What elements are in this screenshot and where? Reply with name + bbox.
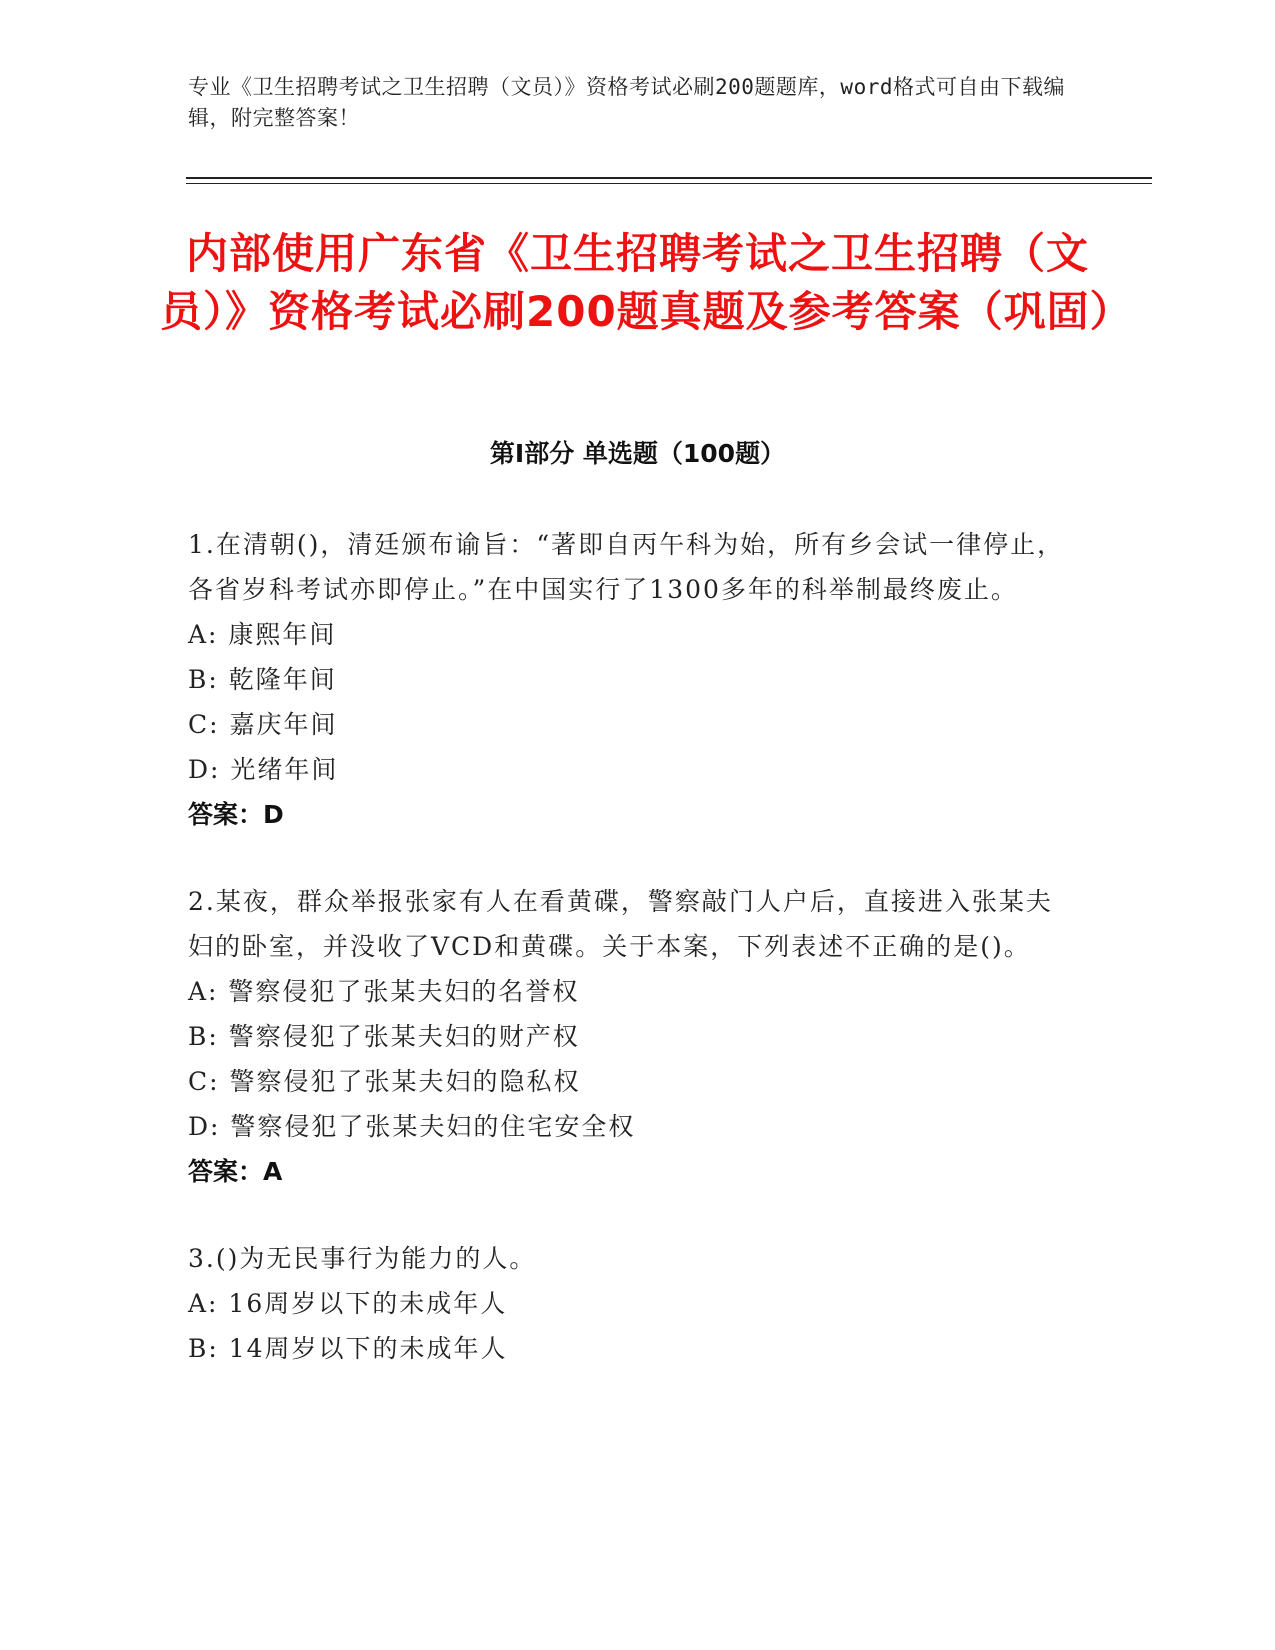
option-d: D: 光绪年间 bbox=[188, 755, 339, 784]
answer: 答案：A bbox=[188, 1157, 283, 1186]
question-3 bbox=[188, 1236, 1068, 1371]
option-c: C: 嘉庆年间 bbox=[188, 710, 338, 739]
question-stem: 3.()为无民事行为能力的人。 bbox=[188, 1244, 537, 1273]
section-title: 第Ⅰ部分 单选题（100题） bbox=[489, 439, 786, 468]
option-a: A: 16周岁以下的未成年人 bbox=[188, 1289, 508, 1318]
option-b: B: 乾隆年间 bbox=[188, 665, 337, 694]
header-divider-thick bbox=[186, 177, 1152, 179]
question-stem: 2.某夜，群众举报张家有人在看黄碟，警察敲门人户后，直接进入张某夫妇的卧室，并没收了VCD和黄碟。关于本案，下列表述不正确的是()。 bbox=[188, 887, 1053, 961]
question-list bbox=[188, 522, 1068, 1413]
option-d: D: 警察侵犯了张某夫妇的住宅安全权 bbox=[188, 1112, 636, 1141]
option-a: A: 警察侵犯了张某夫妇的名誉权 bbox=[188, 977, 580, 1006]
document-title: 内部使用广东省《卫生招聘考试之卫生招聘（文员）》资格考试必刷200题真题及参考答案（巩固） bbox=[160, 229, 1133, 336]
question-1 bbox=[188, 522, 1068, 837]
option-a: A: 康熙年间 bbox=[188, 620, 337, 649]
option-b: B: 警察侵犯了张某夫妇的财产权 bbox=[188, 1022, 580, 1051]
header-divider-thin bbox=[186, 183, 1152, 184]
question-2 bbox=[188, 879, 1068, 1194]
option-b: B: 14周岁以下的未成年人 bbox=[188, 1334, 508, 1363]
answer: 答案：D bbox=[188, 800, 284, 829]
header-note: 专业《卫生招聘考试之卫生招聘（文员）》资格考试必刷200题题库，word格式可自由下载编辑，附完整答案！ bbox=[188, 75, 1065, 130]
question-stem: 1.在清朝()，清廷颁布谕旨：“著即自丙午科为始，所有乡会试一律停止，各省岁科考试亦即停止。”在中国实行了1300多年的科举制最终废止。 bbox=[188, 530, 1065, 604]
option-c: C: 警察侵犯了张某夫妇的隐私权 bbox=[188, 1067, 581, 1096]
